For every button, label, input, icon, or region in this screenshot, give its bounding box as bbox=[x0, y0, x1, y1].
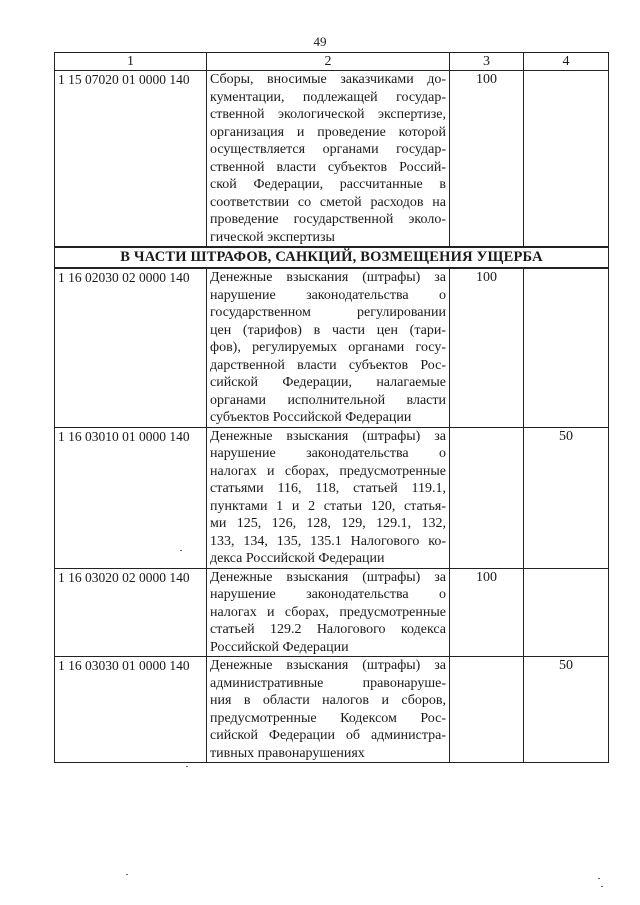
header-col-2: 2 bbox=[207, 53, 450, 71]
percent-col-3: 100 bbox=[450, 268, 524, 427]
description-line: сийской Федерации, налагаемые bbox=[210, 375, 446, 390]
description-line: Российской Федерации bbox=[210, 639, 349, 655]
header-col-3: 3 bbox=[450, 53, 524, 71]
percent-col-3 bbox=[450, 657, 524, 763]
description-line: статьей 129.2 Налогового кодекса bbox=[210, 622, 446, 637]
description-line: государственном регулировании bbox=[210, 305, 446, 320]
description-line: пунктами 1 и 2 статьи 120, статья- bbox=[210, 498, 446, 514]
table-row bbox=[55, 427, 609, 568]
description-line: статьями 116, 118, статьей 119.1, bbox=[210, 481, 446, 496]
description-line: ственной власти субъектов Россий- bbox=[210, 159, 446, 175]
table-row bbox=[55, 657, 609, 763]
header-col-1: 1 bbox=[55, 53, 207, 71]
revenue-description bbox=[207, 268, 450, 427]
section-header-row bbox=[55, 247, 609, 268]
table-row bbox=[55, 71, 609, 248]
description-line: административные правонаруше- bbox=[210, 675, 446, 691]
table-row bbox=[55, 568, 609, 657]
description-line: 133, 134, 135, 135.1 Налогового ко- bbox=[210, 533, 446, 549]
table-body-before bbox=[55, 71, 609, 248]
description-line: цен (тарифов) в части цен (тари- bbox=[210, 322, 446, 338]
description-line: ской Федерации, рассчитанные в bbox=[210, 177, 446, 192]
description-line: субъектов Российской Федерации bbox=[210, 410, 412, 425]
description-line: ственной экологической экспертизе, bbox=[210, 107, 446, 122]
table-body-after bbox=[55, 268, 609, 763]
percent-col-4 bbox=[524, 71, 609, 248]
description-line: проведение государственной эколо- bbox=[210, 212, 446, 227]
description-line: нарушение законодательства о bbox=[210, 446, 446, 461]
page-number: 49 bbox=[313, 34, 327, 49]
table-header-row bbox=[55, 53, 609, 71]
description-line: организация и проведение которой bbox=[210, 124, 446, 140]
description-line: налогах и сборах, предусмотренные bbox=[210, 463, 446, 479]
description-line: гической экспертизы bbox=[210, 229, 335, 245]
description-line: кументации, подлежащей государ- bbox=[210, 89, 446, 105]
revenue-code: 1 16 03010 01 0000 140 bbox=[55, 427, 207, 568]
description-line: Денежные взыскания (штрафы) за bbox=[210, 658, 446, 673]
percent-col-4: 50 bbox=[524, 427, 609, 568]
percent-col-3: 100 bbox=[450, 568, 524, 657]
budget-revenue-table bbox=[54, 52, 609, 763]
revenue-code: 1 15 07020 01 0000 140 bbox=[55, 71, 207, 248]
revenue-description bbox=[207, 657, 450, 763]
revenue-description bbox=[207, 427, 450, 568]
description-line: Денежные взыскания (штрафы) за bbox=[210, 569, 446, 585]
scan-speck bbox=[186, 766, 188, 767]
percent-col-4 bbox=[524, 568, 609, 657]
description-line: налогах и сборах, предусмотренные bbox=[210, 604, 446, 620]
scan-speck bbox=[601, 886, 603, 887]
description-line: декса Российской Федерации bbox=[210, 551, 385, 566]
description-line: нарушение законодательства о bbox=[210, 587, 446, 602]
description-line: дарственной власти субъектов Рос- bbox=[210, 357, 446, 373]
description-line: фов), регулируемых органами госу- bbox=[210, 340, 446, 355]
table-row bbox=[55, 268, 609, 427]
description-line: тивных правонарушениях bbox=[210, 745, 365, 761]
table-section bbox=[55, 247, 609, 268]
description-line: предусмотренные Кодексом Рос- bbox=[210, 710, 446, 726]
description-line: сийской Федерации об администра- bbox=[210, 728, 446, 743]
description-line: Сборы, вносимые заказчиками до- bbox=[210, 72, 446, 87]
description-line: Денежные взыскания (штрафы) за bbox=[210, 270, 446, 285]
description-line: ми 125, 126, 128, 129, 129.1, 132, bbox=[210, 516, 446, 531]
revenue-code: 1 16 02030 02 0000 140 bbox=[55, 268, 207, 427]
percent-col-4: 50 bbox=[524, 657, 609, 763]
description-line: нарушение законодательства о bbox=[210, 287, 446, 303]
scan-speck bbox=[180, 550, 182, 551]
revenue-description bbox=[207, 71, 450, 248]
scan-speck bbox=[598, 878, 600, 879]
description-line: соответствии со сметой расходов на bbox=[210, 194, 446, 210]
percent-col-4 bbox=[524, 268, 609, 427]
revenue-code: 1 16 03020 02 0000 140 bbox=[55, 568, 207, 657]
description-line: ния в области налогов и сборов, bbox=[210, 693, 446, 708]
header-col-4: 4 bbox=[524, 53, 609, 71]
percent-col-3: 100 bbox=[450, 71, 524, 248]
description-line: органами исполнительной власти bbox=[210, 392, 446, 408]
percent-col-3 bbox=[450, 427, 524, 568]
description-line: Денежные взыскания (штрафы) за bbox=[210, 428, 446, 444]
revenue-description bbox=[207, 568, 450, 657]
scan-speck bbox=[126, 874, 128, 875]
section-title: В ЧАСТИ ШТРАФОВ, САНКЦИЙ, ВОЗМЕЩЕНИЯ УЩЕРБА bbox=[55, 247, 609, 268]
description-line: осуществляется органами государ- bbox=[210, 142, 446, 157]
revenue-code: 1 16 03030 01 0000 140 bbox=[55, 657, 207, 763]
